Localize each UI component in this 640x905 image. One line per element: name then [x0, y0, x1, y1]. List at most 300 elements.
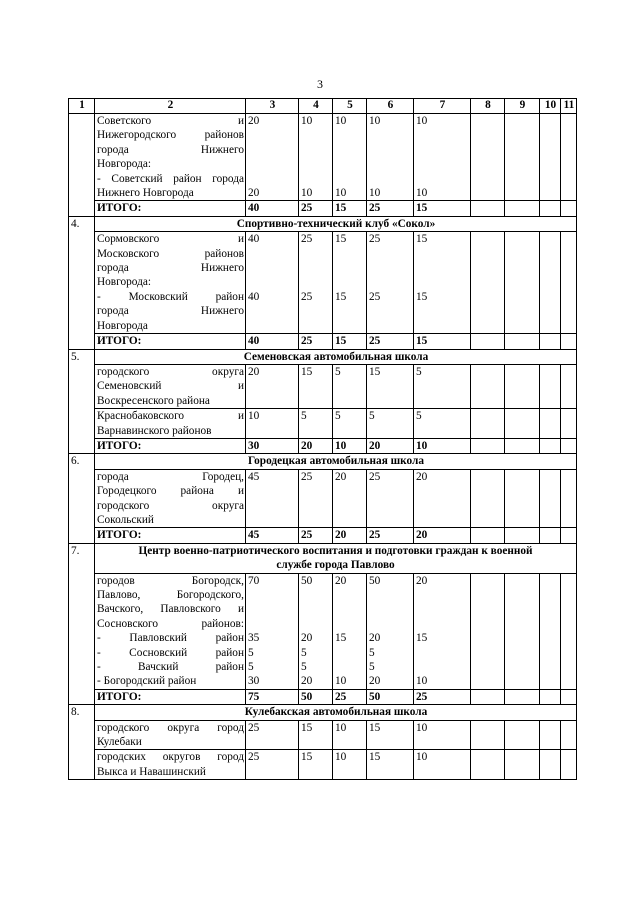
total-value: 25	[299, 334, 333, 349]
value: 10	[416, 751, 428, 764]
value: 10	[335, 721, 347, 734]
value-gap	[369, 588, 412, 602]
header-cell: 11	[561, 99, 577, 114]
section-title: Семеновская автомобильная школа	[95, 349, 577, 364]
value-gap	[416, 128, 469, 142]
value: 5	[301, 646, 307, 659]
empty-cell	[540, 334, 561, 349]
value: 40	[248, 233, 260, 246]
value-gap	[416, 602, 469, 616]
section-title: Центр военно-патриотического воспитания и подготовки граждан к военной службе города Павлово	[95, 543, 577, 573]
empty-cell	[505, 232, 540, 334]
empty-cell	[471, 573, 505, 689]
value-gap	[335, 143, 365, 157]
empty-cell	[561, 469, 577, 528]
empty-cell	[471, 469, 505, 528]
value-gap	[416, 172, 469, 186]
value-gap	[335, 617, 365, 631]
value-cell	[333, 750, 367, 780]
value-cell	[414, 573, 471, 689]
empty-cell	[505, 409, 540, 439]
table-row	[69, 750, 577, 780]
value: 20	[248, 365, 260, 378]
total-value: 15	[333, 334, 367, 349]
section-title-row	[69, 454, 577, 469]
region-cell	[95, 364, 246, 408]
empty-cell	[540, 469, 561, 528]
empty-cell	[471, 232, 505, 334]
empty-cell	[540, 232, 561, 334]
value-gap	[369, 247, 412, 261]
region-line: Новгорода:	[97, 276, 152, 289]
region-line: городского округа город	[97, 721, 244, 734]
region-line: городов Богородск,	[97, 574, 244, 587]
value-gap	[369, 157, 412, 171]
table-header-row	[69, 99, 577, 114]
total-row	[69, 438, 577, 453]
header-cell: 7	[414, 99, 471, 114]
table-row	[69, 573, 577, 689]
total-label: ИТОГО:	[95, 201, 246, 216]
empty-cell	[505, 438, 540, 453]
region-line: города Городец,	[97, 470, 244, 483]
table-row	[69, 409, 577, 439]
empty-cell	[540, 573, 561, 689]
value: 10	[301, 115, 313, 127]
total-value: 25	[414, 689, 471, 704]
value-gap	[248, 602, 297, 616]
value: 25	[248, 721, 260, 734]
section-title-row	[69, 543, 577, 573]
empty-cell	[505, 750, 540, 780]
value-cell	[333, 720, 367, 750]
total-label: ИТОГО:	[95, 334, 246, 349]
value: 25	[301, 290, 313, 303]
table-row	[69, 720, 577, 750]
value-gap	[335, 128, 365, 142]
value-cell	[414, 114, 471, 201]
region-line: Сосновского районов:	[97, 617, 244, 630]
total-value: 20	[367, 438, 414, 453]
region-line: Московского районов	[97, 247, 244, 260]
value: 20	[369, 632, 381, 645]
value-cell	[367, 364, 414, 408]
value-gap	[248, 247, 297, 261]
empty-cell	[540, 750, 561, 780]
value: 5	[335, 410, 341, 423]
section-number: 4.	[69, 216, 95, 349]
value-gap	[248, 143, 297, 157]
header-cell: 3	[246, 99, 299, 114]
value-gap	[416, 588, 469, 602]
value-gap	[301, 617, 331, 631]
empty-cell	[540, 689, 561, 704]
region-line: Воскресенского района	[97, 394, 210, 407]
empty-cell	[561, 334, 577, 349]
total-row	[69, 528, 577, 543]
value-gap	[301, 157, 331, 171]
value-cell	[246, 409, 299, 439]
value: 15	[335, 233, 347, 246]
value-cell	[246, 232, 299, 334]
section-number: 7.	[69, 543, 95, 704]
value: 5	[248, 646, 254, 659]
total-value: 15	[333, 201, 367, 216]
value: 25	[369, 290, 381, 303]
value: 5	[248, 660, 254, 673]
value: 30	[248, 675, 260, 688]
empty-cell	[471, 720, 505, 750]
value: 20	[248, 186, 260, 199]
value: 5	[301, 410, 307, 423]
value-cell	[414, 409, 471, 439]
region-line: Семеновский и	[97, 380, 244, 393]
value-gap	[248, 588, 297, 602]
value: 15	[369, 365, 381, 378]
page-number: 3	[317, 77, 323, 91]
total-value: 40	[246, 334, 299, 349]
table-row	[69, 469, 577, 528]
value-gap	[301, 602, 331, 616]
value-gap	[335, 275, 365, 289]
empty-cell	[561, 409, 577, 439]
value-gap	[248, 128, 297, 142]
value: 20	[335, 470, 347, 483]
empty-cell	[540, 201, 561, 216]
region-cell	[95, 750, 246, 780]
table-body	[69, 99, 577, 780]
region-line: - Сосновский район	[97, 646, 244, 659]
section-title-row	[69, 705, 577, 720]
value: 25	[369, 470, 381, 483]
value: 25	[301, 233, 313, 246]
value-gap	[248, 172, 297, 186]
region-line: города Нижнего	[97, 143, 244, 156]
value-gap	[416, 660, 469, 674]
value: 15	[301, 365, 313, 378]
value-gap	[335, 602, 365, 616]
value-gap	[248, 617, 297, 631]
region-line: города Нижнего	[97, 305, 244, 318]
empty-cell	[471, 438, 505, 453]
region-line: Выкса и Навашинский	[97, 765, 206, 778]
empty-cell	[540, 720, 561, 750]
total-value: 75	[246, 689, 299, 704]
region-line: Кулебаки	[97, 736, 142, 749]
value: 35	[248, 632, 260, 645]
total-value: 25	[367, 528, 414, 543]
section-title-row	[69, 349, 577, 364]
value: 50	[301, 574, 313, 587]
value-gap	[335, 247, 365, 261]
value-cell	[367, 573, 414, 689]
value-gap	[335, 172, 365, 186]
value-cell	[299, 720, 333, 750]
value: 10	[335, 675, 347, 688]
value-cell	[414, 720, 471, 750]
empty-cell	[505, 334, 540, 349]
value-cell	[367, 720, 414, 750]
value-cell	[246, 364, 299, 408]
region-cell	[95, 720, 246, 750]
empty-cell	[471, 689, 505, 704]
empty-cell	[471, 334, 505, 349]
header-cell: 5	[333, 99, 367, 114]
value-gap	[335, 660, 365, 674]
total-value: 30	[246, 438, 299, 453]
value: 5	[369, 660, 375, 673]
empty-cell	[505, 364, 540, 408]
value-gap	[335, 588, 365, 602]
value: 15	[369, 721, 381, 734]
value-gap	[248, 157, 297, 171]
region-line: Городецкого района и	[97, 485, 244, 498]
total-row	[69, 201, 577, 216]
value: 70	[248, 574, 260, 587]
value-cell	[414, 364, 471, 408]
value: 5	[369, 646, 375, 659]
value-cell	[333, 114, 367, 201]
region-line: городских округов город	[97, 751, 244, 764]
value-cell	[367, 750, 414, 780]
value-gap	[416, 157, 469, 171]
total-label: ИТОГО:	[95, 689, 246, 704]
value-gap	[369, 275, 412, 289]
empty-cell	[561, 201, 577, 216]
total-value: 20	[333, 528, 367, 543]
empty-cell	[540, 409, 561, 439]
value: 5	[416, 410, 422, 423]
region-line: городского округа	[97, 499, 244, 512]
value: 10	[301, 186, 313, 199]
region-line: Советского и	[97, 115, 244, 127]
value-cell	[299, 232, 333, 334]
value: 15	[335, 290, 347, 303]
region-line: - Советский район города	[97, 172, 244, 185]
region-line: Краснобаковского и	[97, 410, 244, 423]
section-title: Кулебакская автомобильная школа	[95, 705, 577, 720]
empty-cell	[505, 201, 540, 216]
total-value: 40	[246, 201, 299, 216]
value-gap	[369, 617, 412, 631]
value-gap	[369, 128, 412, 142]
value: 10	[335, 751, 347, 764]
value-gap	[301, 588, 331, 602]
value-cell	[246, 720, 299, 750]
total-label: ИТОГО:	[95, 438, 246, 453]
header-cell: 1	[69, 99, 95, 114]
empty-cell	[471, 750, 505, 780]
value: 5	[301, 660, 307, 673]
region-line: Варнавинского районов	[97, 424, 212, 437]
section-number: 6.	[69, 454, 95, 543]
value: 20	[416, 470, 428, 483]
empty-cell	[505, 469, 540, 528]
value-gap	[416, 646, 469, 660]
value: 15	[301, 721, 313, 734]
value: 40	[248, 290, 260, 303]
table-row	[69, 114, 577, 201]
value-gap	[335, 261, 365, 275]
value-cell	[299, 409, 333, 439]
value-gap	[301, 128, 331, 142]
total-value: 50	[367, 689, 414, 704]
value-cell	[299, 469, 333, 528]
value: 20	[416, 574, 428, 587]
region-line: Нижнего Новгорода	[97, 187, 194, 200]
region-line: Новгорода:	[97, 158, 152, 171]
header-cell: 10	[540, 99, 561, 114]
empty-cell	[561, 528, 577, 543]
value-cell	[414, 750, 471, 780]
total-value: 25	[333, 689, 367, 704]
value-gap	[369, 602, 412, 616]
header-cell: 6	[367, 99, 414, 114]
header-cell: 4	[299, 99, 333, 114]
region-line: - Московский район	[97, 290, 244, 303]
value: 5	[369, 410, 375, 423]
empty-cell	[471, 528, 505, 543]
total-row	[69, 334, 577, 349]
value-cell	[333, 573, 367, 689]
value-gap	[416, 275, 469, 289]
section-number: 8.	[69, 705, 95, 780]
table-row	[69, 232, 577, 334]
region-line: городского округа	[97, 365, 244, 378]
value: 50	[369, 574, 381, 587]
value: 20	[248, 115, 260, 127]
total-value: 15	[414, 334, 471, 349]
value-gap	[248, 261, 297, 275]
section-number	[69, 114, 95, 217]
value: 10	[248, 410, 260, 423]
empty-cell	[471, 409, 505, 439]
region-line: Павлово, Богородского,	[97, 589, 244, 601]
total-value: 25	[299, 528, 333, 543]
empty-cell	[561, 232, 577, 334]
value-gap	[416, 247, 469, 261]
total-value: 20	[414, 528, 471, 543]
value-gap	[369, 261, 412, 275]
empty-cell	[471, 201, 505, 216]
value-cell	[246, 114, 299, 201]
table-row	[69, 364, 577, 408]
empty-cell	[561, 573, 577, 689]
value: 10	[416, 675, 428, 688]
section-title: Городецкая автомобильная школа	[95, 454, 577, 469]
total-value: 25	[367, 201, 414, 216]
value-gap	[301, 172, 331, 186]
region-line: - Богородский район	[97, 675, 197, 688]
value: 15	[416, 233, 428, 246]
empty-cell	[505, 528, 540, 543]
region-cell	[95, 232, 246, 334]
empty-cell	[505, 573, 540, 689]
value: 15	[416, 290, 428, 303]
value-gap	[416, 617, 469, 631]
empty-cell	[505, 114, 540, 201]
value-cell	[299, 573, 333, 689]
value-gap	[301, 247, 331, 261]
region-cell	[95, 469, 246, 528]
section-number: 5.	[69, 349, 95, 454]
region-line: Нижегородского районов	[97, 129, 244, 142]
value: 45	[248, 470, 260, 483]
value: 15	[416, 632, 428, 645]
value: 20	[369, 675, 381, 688]
total-value: 25	[299, 201, 333, 216]
quota-table	[68, 98, 577, 780]
value-cell	[414, 469, 471, 528]
total-value: 25	[367, 334, 414, 349]
header-cell: 9	[505, 99, 540, 114]
empty-cell	[561, 689, 577, 704]
region-line: Новгорода	[97, 319, 148, 332]
value-cell	[246, 573, 299, 689]
total-value: 10	[333, 438, 367, 453]
header-cell: 2	[95, 99, 246, 114]
value-gap	[301, 143, 331, 157]
value-gap	[335, 157, 365, 171]
value: 10	[416, 721, 428, 734]
value-cell	[299, 364, 333, 408]
value-cell	[367, 114, 414, 201]
value: 5	[335, 365, 341, 378]
value-cell	[333, 469, 367, 528]
region-line: - Вачский район	[97, 661, 244, 674]
empty-cell	[471, 114, 505, 201]
value-gap	[301, 261, 331, 275]
value: 15	[369, 751, 381, 764]
region-line: - Павловский район	[97, 632, 244, 645]
region-line: города Нижнего	[97, 262, 244, 275]
empty-cell	[540, 364, 561, 408]
value: 25	[301, 470, 313, 483]
empty-cell	[540, 528, 561, 543]
value-cell	[246, 469, 299, 528]
total-value: 20	[299, 438, 333, 453]
header-cell: 8	[471, 99, 505, 114]
empty-cell	[561, 114, 577, 201]
total-row	[69, 689, 577, 704]
empty-cell	[561, 364, 577, 408]
region-cell	[95, 114, 246, 201]
value: 10	[369, 115, 381, 127]
region-cell	[95, 573, 246, 689]
value: 5	[416, 365, 422, 378]
value-gap	[335, 646, 365, 660]
value-gap	[248, 275, 297, 289]
total-value: 50	[299, 689, 333, 704]
total-value: 10	[414, 438, 471, 453]
empty-cell	[561, 750, 577, 780]
value: 25	[369, 233, 381, 246]
total-value: 45	[246, 528, 299, 543]
value: 10	[416, 115, 428, 127]
region-cell	[95, 409, 246, 439]
value-gap	[416, 143, 469, 157]
empty-cell	[561, 720, 577, 750]
value-gap	[369, 143, 412, 157]
empty-cell	[561, 438, 577, 453]
value-gap	[301, 275, 331, 289]
value-cell	[414, 232, 471, 334]
value: 20	[301, 675, 313, 688]
value: 15	[335, 632, 347, 645]
section-title: Спортивно-технический клуб «Сокол»	[95, 216, 577, 231]
empty-cell	[540, 438, 561, 453]
empty-cell	[505, 689, 540, 704]
